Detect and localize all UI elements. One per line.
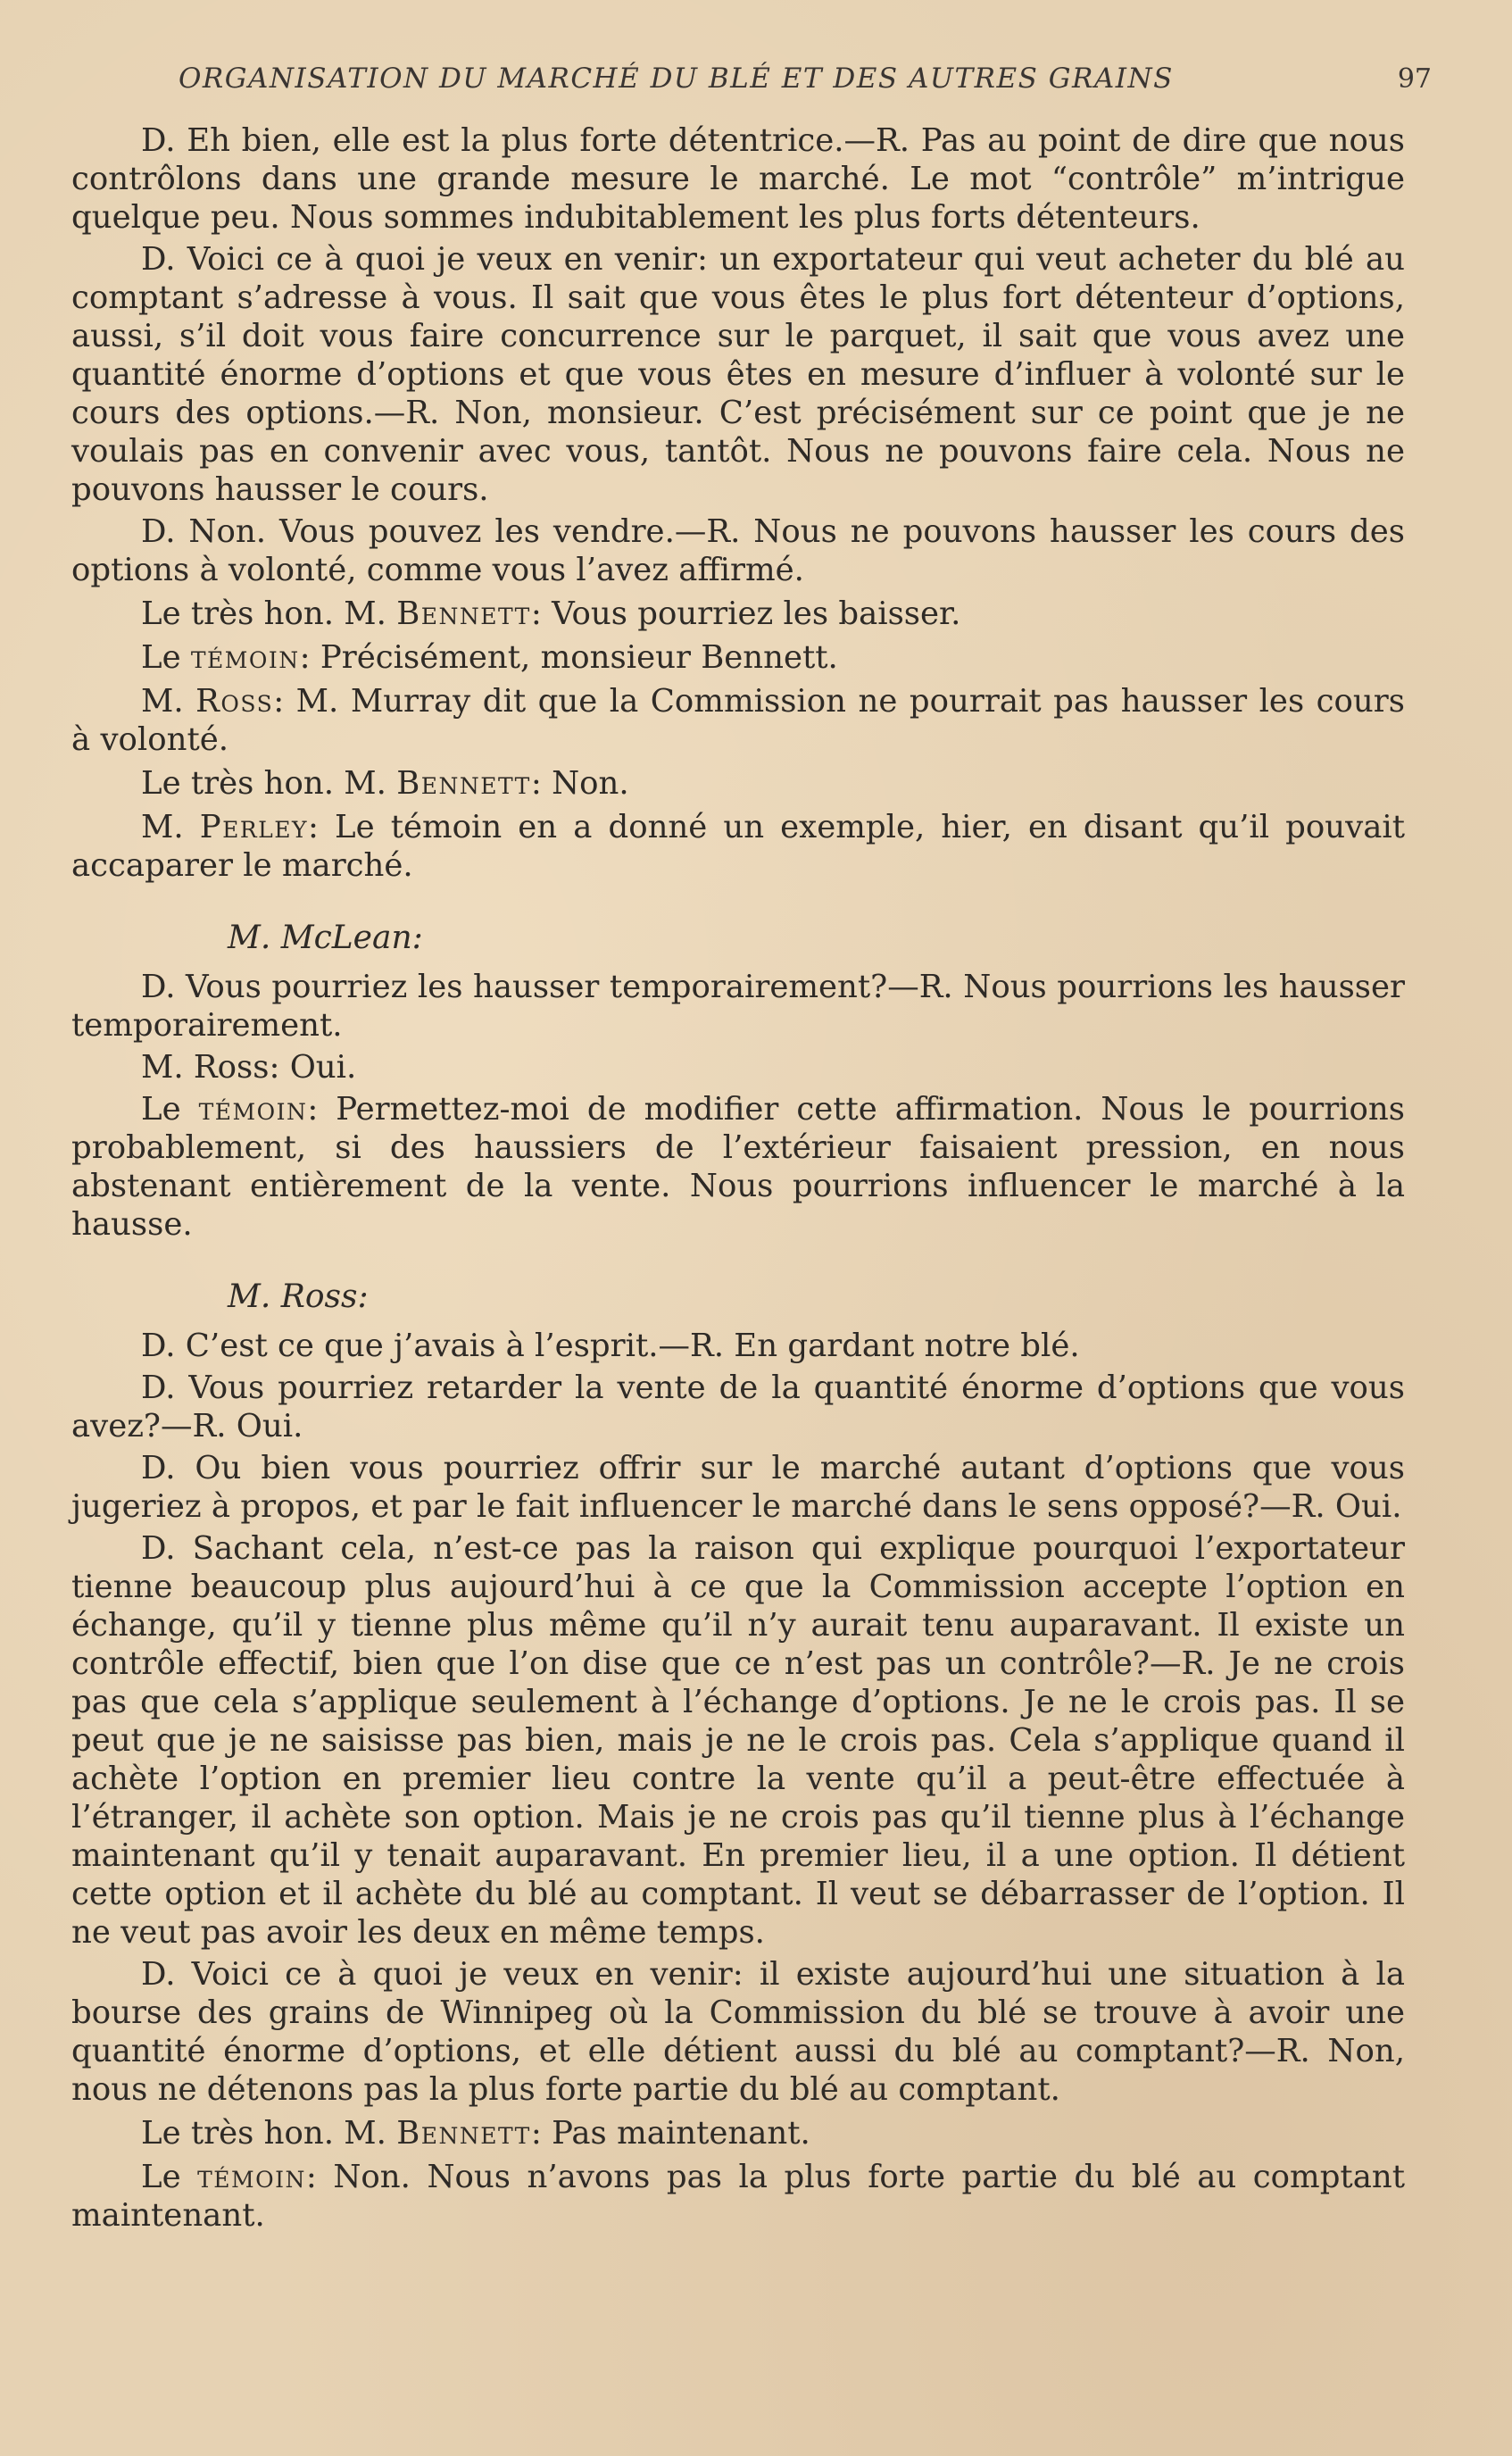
paragraph: M. Perley: Le témoin en a donné un exemple, hier, en disant qu’il pouvait accaparer le marché. <box>71 809 1405 884</box>
paragraph: D. Vous pourriez retarder la vente de la quantité énorme d’options que vous avez?—R. Oui. <box>71 1370 1405 1444</box>
speaker-name: Ross <box>195 683 274 720</box>
paragraph: D. Non. Vous pouvez les vendre.—R. Nous ne pouvons hausser les cours des options à volonté, comme vous l’avez affirmé. <box>71 513 1405 588</box>
speaker-name: témoin <box>190 639 300 676</box>
speaker-name: témoin <box>197 2159 306 2195</box>
paragraph: Le très hon. M. Bennett: Vous pourriez les baisser. <box>141 595 961 632</box>
speaker-name: Bennett <box>396 2115 531 2152</box>
paragraph: Le très hon. M. Bennett: Pas maintenant. <box>141 2115 810 2152</box>
section-heading: M. McLean: <box>228 920 423 956</box>
paragraph: D. Sachant cela, n’est-ce pas la raison qui explique pourquoi l’exportateur tienne beaucoup plus aujourd’hui à ce que la Commission accepte l’option en échange, qu’il y tienne plus même qu’il n’y aurait tenu auparavant. Il existe un contrôle effectif, bien que l’on dise que ce n’est pas un contrôle?—R. Je ne crois pas que cela s’applique seulement à l’échange d’options. Je ne le crois pas. Il se peut que je ne saisisse pas bien, mais je ne le crois pas. Cela s’applique quand il achète l’option en premier lieu contre la vente qu’il a peut-être effectuée à l’étranger, il achète son option. Mais je ne crois pas qu’il tienne plus à l’échange maintenant qu’il y tenait auparavant. En premier lieu, il a une option. Il détient cette option et il achète du blé au comptant. Il veut se débarrasser de l’option. Il ne veut pas avoir les deux en même temps. <box>71 1530 1405 1951</box>
paragraph: D. Ou bien vous pourriez offrir sur le marché autant d’options que vous jugeriez à propos, et par le fait influencer le marché dans le sens opposé?—R. Oui. <box>71 1450 1405 1525</box>
paragraph: D. Eh bien, elle est la plus forte détentrice.—R. Pas au point de dire que nous contrôlons dans une grande mesure le marché. Le mot “contrôle” m’intrigue quelque peu. Nous sommes indubitablement les plus forts détenteurs. <box>71 122 1405 236</box>
running-header <box>71 62 1432 95</box>
paragraph: M. Ross: M. Murray dit que la Commission ne pourrait pas hausser les cours à volonté. <box>71 683 1405 758</box>
running-title: ORGANISATION DU MARCHÉ DU BLÉ ET DES AUTRES GRAINS <box>179 62 1174 95</box>
speaker-name: Bennett <box>396 765 531 802</box>
paragraph: D. Voici ce à quoi je veux en venir: il existe aujourd’hui une situation à la bourse des grains de Winnipeg où la Commission du blé se trouve à avoir une quantité énorme d’options, et elle détient aussi du blé au comptant?—R. Non, nous ne détenons pas la plus forte partie du blé au comptant. <box>71 1956 1405 2108</box>
speaker-name: Perley <box>199 809 309 845</box>
paragraph: D. Voici ce à quoi je veux en venir: un exportateur qui veut acheter du blé au comptant s’adresse à vous. Il sait que vous êtes le plus fort détenteur d’options, aussi, s’il doit vous faire concurrence sur le parquet, il sait que vous avez une quantité énorme d’options et que vous êtes en mesure d’influer à volonté sur le cours des options.—R. Non, monsieur. C’est précisément sur ce point que je ne voulais pas en convenir avec vous, tantôt. Nous ne pouvons faire cela. Nous ne pouvons hausser le cours. <box>71 241 1405 508</box>
section-heading: M. Ross: <box>228 1278 369 1315</box>
page-body <box>71 121 1405 2235</box>
paragraph: Le témoin: Permettez-moi de modifier cette affirmation. Nous le pourrions probablement, si des haussiers de l’extérieur faisaient pression, en nous abstenant entièrement de la vente. Nous pourrions influencer le marché à la hausse. <box>71 1091 1405 1243</box>
paragraph: D. Vous pourriez les hausser temporairement?—R. Nous pourrions les hausser temporairement. <box>71 969 1405 1044</box>
page-number: 97 <box>1397 63 1432 95</box>
paragraph: D. C’est ce que j’avais à l’esprit.—R. En gardant notre blé. <box>141 1328 1080 1364</box>
paragraph: Le témoin: Précisément, monsieur Bennett. <box>141 639 838 676</box>
paragraph: Le très hon. M. Bennett: Non. <box>141 765 629 802</box>
speaker-name: témoin <box>198 1091 308 1128</box>
speaker-name: Bennett <box>396 595 531 632</box>
paragraph: M. Ross: Oui. <box>141 1049 357 1086</box>
paragraph: Le témoin: Non. Nous n’avons pas la plus forte partie du blé au comptant maintenant. <box>71 2159 1405 2234</box>
